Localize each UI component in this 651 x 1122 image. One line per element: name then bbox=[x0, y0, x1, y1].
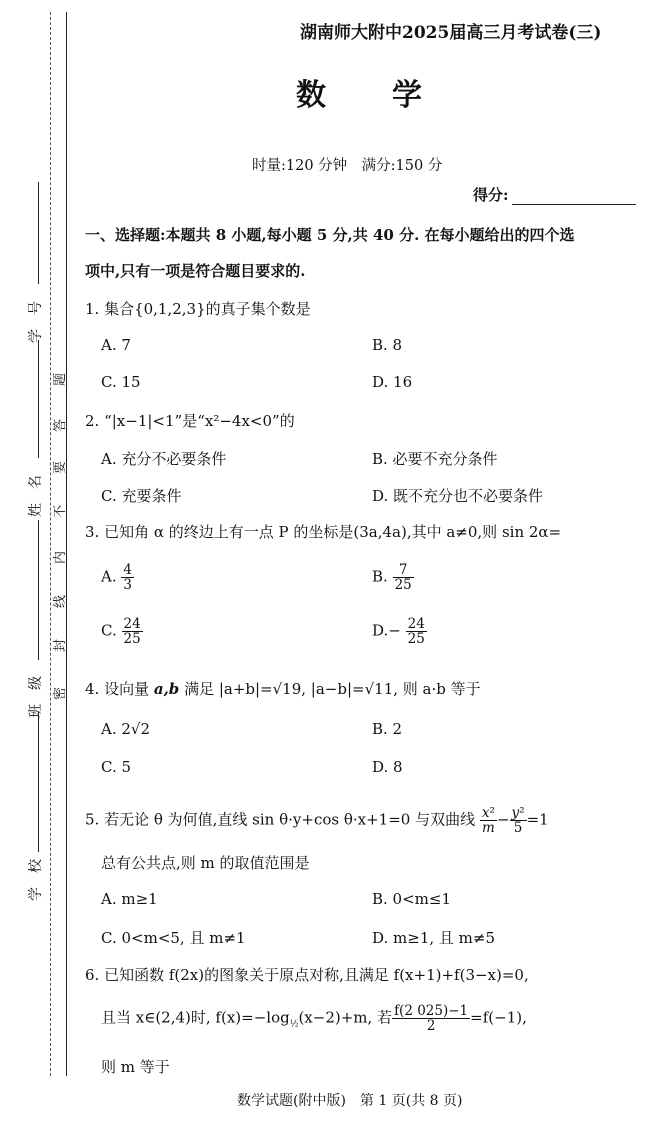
fraction-numerator: 24 bbox=[123, 616, 141, 632]
question-4-option-c[interactable]: C. 5 bbox=[101, 758, 132, 776]
question-1-stem: 1. 集合{0,1,2,3}的真子集个数是 bbox=[85, 300, 311, 318]
exam-title: 湖南师大附中2025届高三月考试卷(三) bbox=[300, 23, 602, 43]
seal-char: 不 bbox=[53, 504, 69, 519]
question-3-stem: 3. 已知角 α 的终边上有一点 P 的坐标是(3a,4a),其中 a≠0,则 sin 2α= bbox=[85, 523, 562, 541]
school-label: 学 校 bbox=[28, 859, 44, 901]
fraction-numerator: 7 bbox=[393, 563, 414, 578]
hyperbola-y-term: $\frac{\text{y²}}{5}$ bbox=[511, 805, 525, 837]
fraction-numerator: f(2 025)−1 bbox=[394, 1003, 469, 1019]
question-5-stem-text: 5. 若无论 θ 为何值,直线 sin θ·y+cos θ·x+1=0 与双曲线 bbox=[85, 810, 476, 829]
fraction bbox=[393, 563, 414, 592]
name-label: 姓 名 bbox=[28, 475, 44, 517]
seal-char: 要 bbox=[53, 460, 69, 475]
question-4-option-a[interactable]: A. 2√2 bbox=[101, 720, 151, 738]
school-line bbox=[38, 712, 39, 852]
question-4-vectors: a,b bbox=[153, 680, 180, 698]
student-id-label: 学 号 bbox=[28, 301, 44, 343]
hyperbola-x-term: $\frac{\text{x²}}{m}$ bbox=[481, 805, 495, 837]
score-blank[interactable] bbox=[512, 204, 636, 205]
fraction-numerator: 24 bbox=[407, 616, 425, 632]
fraction-denominator: 2 bbox=[426, 1018, 436, 1035]
score-label: 得分: bbox=[473, 186, 509, 204]
question-1-option-a[interactable]: A. 7 bbox=[101, 336, 131, 354]
question-5-option-a[interactable]: A. m≥1 bbox=[101, 890, 158, 908]
student-id-line bbox=[38, 182, 39, 284]
seal-char: 密 bbox=[53, 686, 69, 701]
seal-char: 答 bbox=[53, 418, 69, 433]
question-3-option-d[interactable] bbox=[372, 617, 427, 646]
seal-char: 封 bbox=[53, 638, 69, 653]
question-2-option-c[interactable]: C. 充要条件 bbox=[101, 487, 182, 505]
question-1-option-b[interactable]: B. 8 bbox=[372, 336, 403, 354]
time-score-line: 时量:120 分钟 满分:150 分 bbox=[252, 158, 443, 174]
question-5-option-b[interactable]: B. 0<m≤1 bbox=[372, 890, 452, 908]
fraction-denominator: 3 bbox=[123, 577, 132, 594]
class-label: 班 级 bbox=[28, 676, 44, 718]
question-1-option-d[interactable]: D. 16 bbox=[372, 373, 413, 391]
fraction bbox=[392, 1004, 470, 1033]
question-4-option-b[interactable]: B. 2 bbox=[372, 720, 403, 738]
question-6-stem-line2: 且当 x∈(2,4)时, $f(x)=-\log_{\frac{1}{2}}(x-2)+m$, 若 $\frac{f(2 025)-1}{2}$ =f(−1), bbox=[101, 1003, 527, 1035]
seal-char: 题 bbox=[53, 372, 69, 387]
question-6-stem-line3: 则 m 等于 bbox=[101, 1058, 170, 1076]
fraction bbox=[406, 617, 427, 646]
question-6-line2-b: (x−2)+m, 若 bbox=[298, 1008, 393, 1027]
option-prefix: D. bbox=[372, 621, 389, 640]
seal-char: 内 bbox=[53, 550, 69, 565]
question-2-option-b[interactable]: B. 必要不充分条件 bbox=[372, 450, 498, 468]
option-prefix: C. bbox=[101, 621, 117, 640]
fraction bbox=[121, 563, 134, 592]
class-line bbox=[38, 520, 39, 660]
question-3-option-b[interactable] bbox=[372, 563, 414, 592]
question-3-option-a[interactable] bbox=[101, 563, 134, 592]
fraction-denominator: 25 bbox=[394, 577, 412, 594]
question-4-stem-start: 4. 设向量 bbox=[85, 680, 154, 698]
question-5-option-c[interactable]: C. 0<m<5, 且 m≠1 bbox=[101, 929, 246, 947]
fraction bbox=[122, 617, 143, 646]
question-4-option-d[interactable]: D. 8 bbox=[372, 758, 403, 776]
question-5-option-d[interactable]: D. m≥1, 且 m≠5 bbox=[372, 929, 496, 947]
name-line bbox=[38, 340, 39, 458]
question-2-stem: 2. “|x−1|<1”是“x²−4x<0”的 bbox=[85, 412, 295, 430]
question-6-stem-line1: 6. 已知函数 f(2x)的图象关于原点对称,且满足 f(x+1)+f(3−x)=0, bbox=[85, 966, 529, 984]
question-6-line2-c: =f(−1), bbox=[470, 1008, 527, 1027]
fraction-numerator: 4 bbox=[123, 562, 132, 578]
question-4-stem bbox=[85, 678, 481, 699]
seal-char: 线 bbox=[53, 594, 69, 609]
question-4-stem-end: 满足 |a+b|=√19, |a−b|=√11, 则 a·b 等于 bbox=[179, 680, 481, 698]
question-6-line2-a: 且当 x∈(2,4)时, f(x)=−log bbox=[101, 1008, 290, 1027]
section-heading-line1: 一、选择题:本题共 8 小题,每小题 5 分,共 40 分. 在每小题给出的四个选 bbox=[85, 226, 575, 244]
question-2-option-d[interactable]: D. 既不充分也不必要条件 bbox=[372, 487, 544, 505]
question-3-option-c[interactable] bbox=[101, 617, 143, 646]
question-2-option-a[interactable]: A. 充分不必要条件 bbox=[101, 450, 227, 468]
option-prefix: A. bbox=[101, 567, 117, 586]
section-heading-line2: 项中,只有一项是符合题目要求的. bbox=[85, 262, 306, 280]
question-5-stem-line1: 5. 若无论 θ 为何值,直线 sin θ·y+cos θ·x+1=0 与双曲线 $\frac{\text{x²}}{m}$ − $\frac{\text{y²}}{5}$ =1 bbox=[85, 805, 549, 837]
option-prefix: B. bbox=[372, 567, 388, 586]
subject-title: 数 学 bbox=[296, 78, 424, 113]
minus-sign: − bbox=[388, 621, 401, 640]
binding-margin-line bbox=[66, 12, 67, 1076]
seal-dashed-line bbox=[50, 12, 51, 1076]
question-5-stem-line2: 总有公共点,则 m 的取值范围是 bbox=[101, 854, 310, 872]
fraction-denominator: 25 bbox=[123, 631, 141, 648]
fraction-denominator: 25 bbox=[407, 631, 425, 648]
page-footer: 数学试题(附中版) 第 1 页(共 8 页) bbox=[237, 1093, 463, 1109]
question-1-option-c[interactable]: C. 15 bbox=[101, 373, 141, 391]
